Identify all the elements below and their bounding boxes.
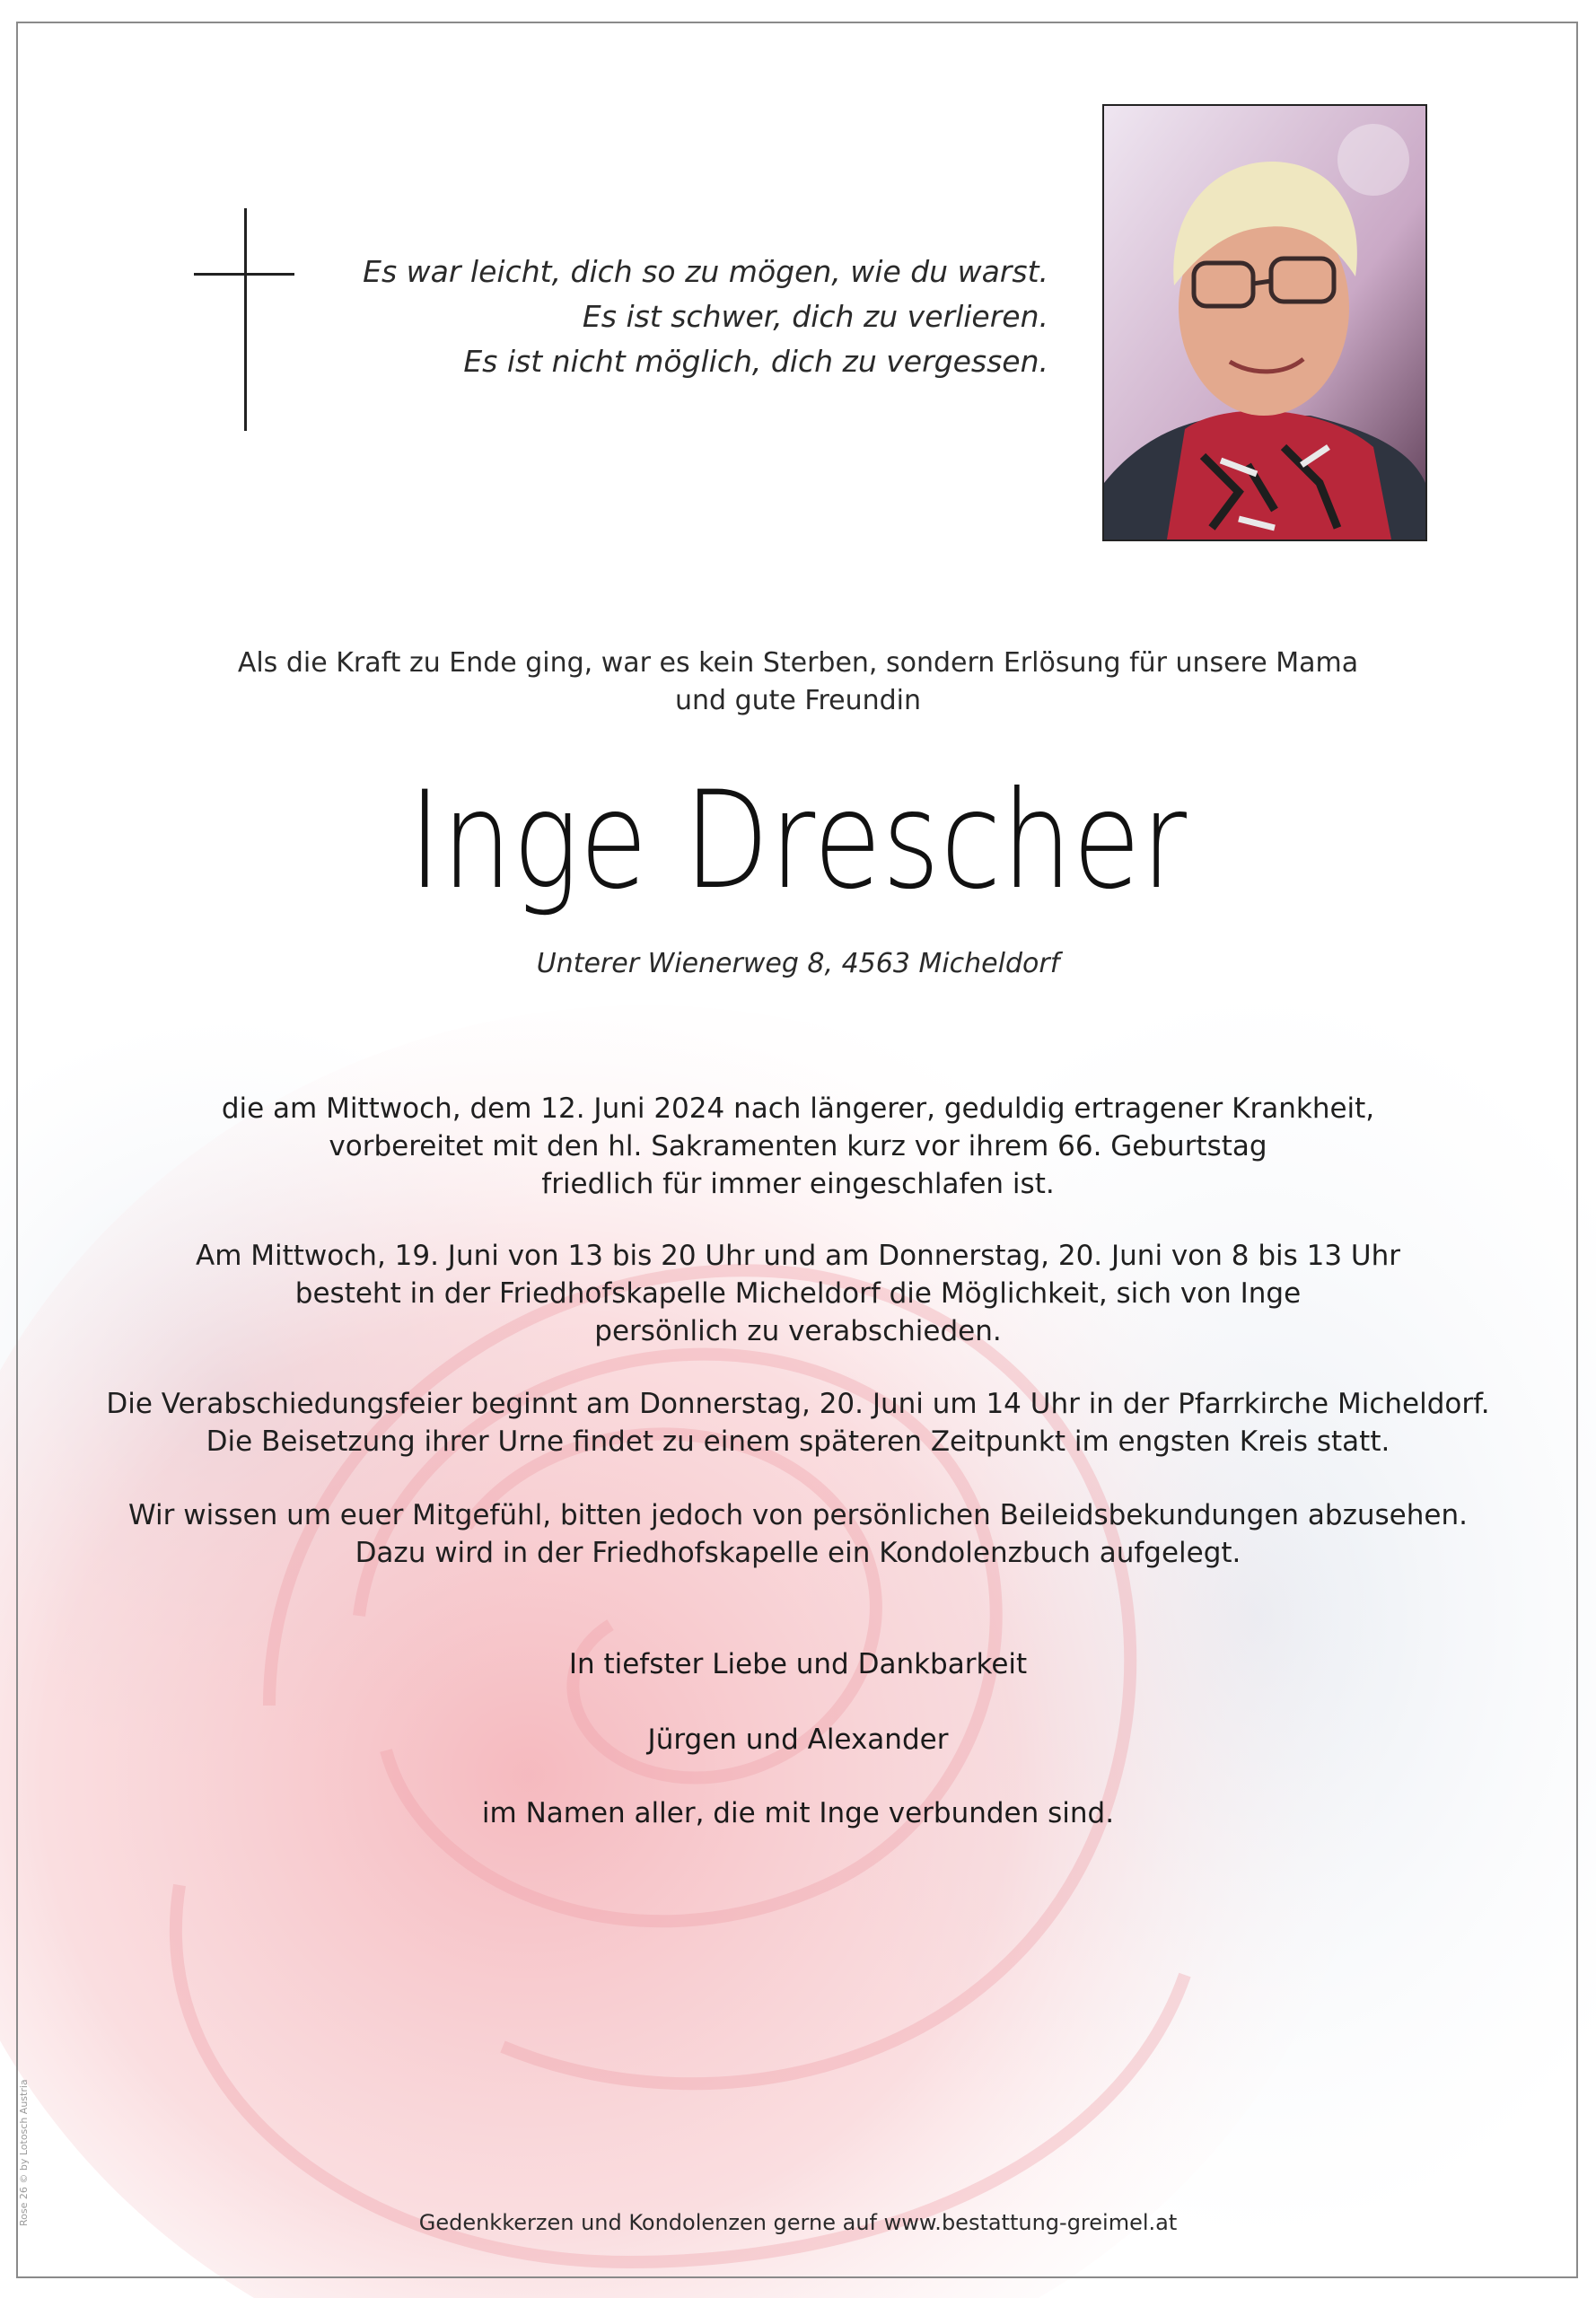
footer-text: Gedenkkerzen und Kondolenzen gerne auf xyxy=(418,2210,877,2235)
paragraph-line: Dazu wird in der Friedhofskapelle ein Kondolenzbuch aufgelegt. xyxy=(355,1537,1241,1569)
quote-line: Es ist nicht möglich, dich zu vergessen. xyxy=(463,344,1048,379)
paragraph-line: besteht in der Friedhofskapelle Micheldorf die Möglichkeit, sich von Inge xyxy=(294,1277,1302,1310)
intro-line: Als die Kraft zu Ende ging, war es kein Sterben, sondern Erlösung für unsere Mama xyxy=(237,647,1359,679)
condolence-paragraph xyxy=(0,1496,1596,1572)
footer xyxy=(0,2210,1596,2235)
ceremony-paragraph xyxy=(0,1385,1596,1460)
paragraph-line: Am Mittwoch, 19. Juni von 13 bis 20 Uhr und am Donnerstag, 20. Juni von 8 bis 13 Uhr xyxy=(196,1240,1400,1272)
imprint-text: Rose 26 © by Lotosch Austria xyxy=(18,2079,30,2226)
farewell-visitation-paragraph xyxy=(0,1237,1596,1350)
closing-line: im Namen aller, die mit Inge verbunden sind. xyxy=(481,1797,1115,1829)
deceased-name: Inge Drescher xyxy=(408,763,1188,919)
death-notice-paragraph xyxy=(0,1090,1596,1203)
quote-line: Es ist schwer, dich zu verlieren. xyxy=(582,299,1048,334)
quote-line: Es war leicht, dich so zu mögen, wie du warst. xyxy=(363,254,1048,289)
deceased-address: Unterer Wienerweg 8, 4563 Micheldorf xyxy=(536,948,1060,979)
paragraph-line: die am Mittwoch, dem 12. Juni 2024 nach längerer, geduldig ertragener Krankheit, xyxy=(221,1092,1375,1125)
paragraph-line: persönlich zu verabschieden. xyxy=(594,1315,1002,1347)
portrait-photo xyxy=(1102,104,1427,541)
memorial-quote xyxy=(241,250,1048,384)
intro-text xyxy=(0,645,1596,720)
paragraph-line: Wir wissen um euer Mitgefühl, bitten jedoch von persönlichen Beileidsbekundungen abzusehen. xyxy=(128,1499,1468,1531)
closing-line: In tiefster Liebe und Dankbarkeit xyxy=(568,1648,1028,1680)
paragraph-line: Die Beisetzung ihrer Urne findet zu einem späteren Zeitpunkt im engsten Kreis statt. xyxy=(206,1425,1390,1458)
intro-line: und gute Freundin xyxy=(674,685,922,716)
mourners-names: Jürgen und Alexander xyxy=(647,1724,949,1756)
paragraph-line: Die Verabschiedungsfeier beginnt am Donnerstag, 20. Juni um 14 Uhr in der Pfarrkirche Micheldorf. xyxy=(106,1388,1490,1420)
paragraph-line: vorbereitet mit den hl. Sakramenten kurz vor ihrem 66. Geburtstag xyxy=(329,1130,1267,1162)
website-link[interactable]: www.bestattung-greimel.at xyxy=(883,2210,1178,2235)
paragraph-line: friedlich für immer eingeschlafen ist. xyxy=(541,1168,1055,1200)
